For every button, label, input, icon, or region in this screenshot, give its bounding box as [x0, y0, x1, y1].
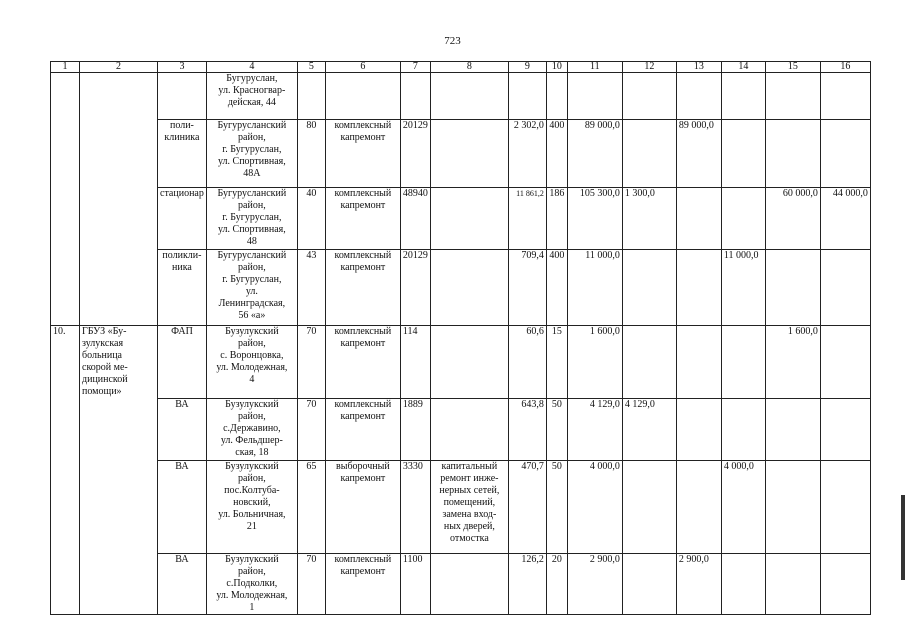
- table-cell-col-6: комплексный капремонт: [325, 326, 400, 399]
- column-number-cell: 13: [676, 62, 721, 73]
- table-cell-col-14: 4 000,0: [721, 460, 765, 553]
- table-cell-col-8: [430, 250, 508, 326]
- table-cell-col-12: [622, 460, 676, 553]
- table-cell-col-16: [820, 460, 870, 553]
- table-cell-col-14: [721, 326, 765, 399]
- table-cell-col-7: 114: [400, 326, 430, 399]
- column-number-cell: 15: [765, 62, 820, 73]
- table-cell-col-8: [430, 398, 508, 460]
- table-cell-col-13: [676, 73, 721, 120]
- table-cell-col-14: [721, 398, 765, 460]
- table-cell-col-4: Бузулукский район, пос.Колтуба- новский, ул. Больничная, 21: [206, 460, 297, 553]
- column-number-cell: 5: [297, 62, 325, 73]
- table-cell-col-3: ФАП: [158, 326, 207, 399]
- table-cell-col-2: [80, 188, 158, 250]
- table-cell-col-6: [325, 73, 400, 120]
- column-number-cell: 14: [721, 62, 765, 73]
- column-number-cell: 12: [622, 62, 676, 73]
- table-cell-col-9: 2 302,0: [508, 120, 546, 188]
- table-cell-col-3: поликли- ника: [158, 250, 207, 326]
- table-cell-col-3: ВА: [158, 553, 207, 614]
- column-number-cell: 16: [820, 62, 870, 73]
- table-cell-col-4: Бугуруслан, ул. Красногвар- дейская, 44: [206, 73, 297, 120]
- table-cell-col-16: [820, 326, 870, 399]
- table-cell-col-10: 50: [546, 460, 567, 553]
- table-cell-col-6: комплексный капремонт: [325, 188, 400, 250]
- table-cell-col-2: [80, 120, 158, 188]
- table-row: [51, 460, 871, 553]
- data-table: [50, 61, 871, 615]
- table-cell-col-7: 1889: [400, 398, 430, 460]
- table-row: [51, 326, 871, 399]
- table-cell-col-13: [676, 250, 721, 326]
- table-row: [51, 398, 871, 460]
- table-cell-col-6: комплексный капремонт: [325, 250, 400, 326]
- table-cell-col-1: [51, 250, 80, 326]
- table-cell-col-6: выборочный капремонт: [325, 460, 400, 553]
- table-cell-col-16: [820, 553, 870, 614]
- table-cell-col-16: [820, 398, 870, 460]
- table-cell-col-11: 4 000,0: [567, 460, 622, 553]
- table-cell-col-15: [765, 73, 820, 120]
- table-cell-col-4: Бузулукский район, с. Воронцовка, ул. Молодежная, 4: [206, 326, 297, 399]
- table-cell-col-14: [721, 188, 765, 250]
- table-cell-col-16: [820, 120, 870, 188]
- table-cell-col-12: [622, 250, 676, 326]
- table-cell-col-15: 1 600,0: [765, 326, 820, 399]
- table-cell-col-16: 44 000,0: [820, 188, 870, 250]
- column-number-cell: 8: [430, 62, 508, 73]
- table-cell-col-10: [546, 73, 567, 120]
- table-cell-col-1: [51, 188, 80, 250]
- table-cell-col-1: [51, 120, 80, 188]
- table-cell-col-7: 1100: [400, 553, 430, 614]
- table-cell-col-2: [80, 460, 158, 553]
- table-cell-col-2: [80, 553, 158, 614]
- column-number-cell: 4: [206, 62, 297, 73]
- table-cell-col-4: Бугурусланский район, г. Бугуруслан, ул. Спортивная, 48А: [206, 120, 297, 188]
- table-cell-col-2: ГБУЗ «Бу- зулукская больница скорой ме- дицинской помощи»: [80, 326, 158, 399]
- table-row: [51, 73, 871, 120]
- table-cell-col-6: комплексный капремонт: [325, 120, 400, 188]
- column-number-cell: 7: [400, 62, 430, 73]
- page-number: 723: [444, 35, 461, 47]
- table-cell-col-3: ВА: [158, 398, 207, 460]
- table-cell-col-8: [430, 326, 508, 399]
- table-cell-col-4: Бузулукский район, с.Державино, ул. Фельдшер- ская, 18: [206, 398, 297, 460]
- table-cell-col-11: [567, 73, 622, 120]
- column-number-cell: 1: [51, 62, 80, 73]
- table-cell-col-14: 11 000,0: [721, 250, 765, 326]
- table-cell-col-11: 105 300,0: [567, 188, 622, 250]
- table-cell-col-13: [676, 460, 721, 553]
- table-cell-col-11: 89 000,0: [567, 120, 622, 188]
- table-cell-col-13: 2 900,0: [676, 553, 721, 614]
- table-row: [51, 553, 871, 614]
- table-cell-col-14: [721, 73, 765, 120]
- table-cell-col-15: 60 000,0: [765, 188, 820, 250]
- table-cell-col-10: 186: [546, 188, 567, 250]
- table-cell-col-16: [820, 73, 870, 120]
- table-cell-col-14: [721, 120, 765, 188]
- table-row: [51, 250, 871, 326]
- table-cell-col-11: 11 000,0: [567, 250, 622, 326]
- table-cell-col-11: 4 129,0: [567, 398, 622, 460]
- column-number-cell: 3: [158, 62, 207, 73]
- scan-edge-mark: [901, 495, 905, 580]
- table-cell-col-7: 20129: [400, 250, 430, 326]
- table-cell-col-10: 400: [546, 250, 567, 326]
- table-cell-col-10: 20: [546, 553, 567, 614]
- table-cell-col-12: 4 129,0: [622, 398, 676, 460]
- table-cell-col-15: [765, 398, 820, 460]
- table-cell-col-1: [51, 398, 80, 460]
- table-cell-col-1: [51, 460, 80, 553]
- table-cell-col-11: 2 900,0: [567, 553, 622, 614]
- table-cell-col-9: 709,4: [508, 250, 546, 326]
- table-cell-col-9: 60,6: [508, 326, 546, 399]
- table-cell-col-4: Бузулукский район, с.Подколки, ул. Молодежная, 1: [206, 553, 297, 614]
- column-number-cell: 6: [325, 62, 400, 73]
- table-cell-col-5: 43: [297, 250, 325, 326]
- table-cell-col-7: 3330: [400, 460, 430, 553]
- table-cell-col-5: [297, 73, 325, 120]
- table-cell-col-1: [51, 73, 80, 120]
- table-cell-col-5: 70: [297, 326, 325, 399]
- table-cell-col-13: [676, 326, 721, 399]
- table-cell-col-1: 10.: [51, 326, 80, 399]
- table-cell-col-13: [676, 398, 721, 460]
- table-cell-col-8: [430, 120, 508, 188]
- table-cell-col-15: [765, 460, 820, 553]
- table-cell-col-10: 50: [546, 398, 567, 460]
- table-cell-col-8: [430, 553, 508, 614]
- table-cell-col-8: капитальный ремонт инже- нерных сетей, помещений, замена вход- ных дверей, отмостка: [430, 460, 508, 553]
- table-cell-col-5: 40: [297, 188, 325, 250]
- table-cell-col-12: [622, 120, 676, 188]
- table-row: [51, 120, 871, 188]
- column-number-cell: 9: [508, 62, 546, 73]
- table-cell-col-3: стационар: [158, 188, 207, 250]
- table-cell-col-2: [80, 398, 158, 460]
- table-cell-col-15: [765, 250, 820, 326]
- column-number-row: [51, 62, 871, 73]
- table-cell-col-6: комплексный капремонт: [325, 553, 400, 614]
- table-cell-col-8: [430, 73, 508, 120]
- table-cell-col-3: ВА: [158, 460, 207, 553]
- table-cell-col-10: 15: [546, 326, 567, 399]
- table-cell-col-8: [430, 188, 508, 250]
- table-cell-col-9: 643,8: [508, 398, 546, 460]
- column-number-cell: 11: [567, 62, 622, 73]
- table-cell-col-9: [508, 73, 546, 120]
- table-row: [51, 188, 871, 250]
- table-cell-col-12: [622, 73, 676, 120]
- table-cell-col-12: [622, 553, 676, 614]
- table-cell-col-4: Бугурусланский район, г. Бугуруслан, ул. Спортивная, 48: [206, 188, 297, 250]
- table-cell-col-7: [400, 73, 430, 120]
- table-cell-col-16: [820, 250, 870, 326]
- table-cell-col-9: 470,7: [508, 460, 546, 553]
- table-cell-col-12: 1 300,0: [622, 188, 676, 250]
- table-cell-col-5: 80: [297, 120, 325, 188]
- table-cell-col-13: [676, 188, 721, 250]
- table-cell-col-2: [80, 73, 158, 120]
- table-cell-col-2: [80, 250, 158, 326]
- table-cell-col-3: поли- клиника: [158, 120, 207, 188]
- table-cell-col-1: [51, 553, 80, 614]
- column-number-cell: 2: [80, 62, 158, 73]
- table-cell-col-11: 1 600,0: [567, 326, 622, 399]
- table-cell-col-5: 65: [297, 460, 325, 553]
- table-cell-col-10: 400: [546, 120, 567, 188]
- table-cell-col-5: 70: [297, 398, 325, 460]
- table-cell-col-14: [721, 553, 765, 614]
- table-cell-col-7: 48940: [400, 188, 430, 250]
- table-cell-col-15: [765, 120, 820, 188]
- table-cell-col-3: [158, 73, 207, 120]
- table-cell-col-6: комплексный капремонт: [325, 398, 400, 460]
- table-cell-col-5: 70: [297, 553, 325, 614]
- table-cell-col-9: 126,2: [508, 553, 546, 614]
- table-cell-col-15: [765, 553, 820, 614]
- table-cell-col-4: Бугурусланский район, г. Бугуруслан, ул. Ленинградская, 56 «а»: [206, 250, 297, 326]
- table-cell-col-7: 20129: [400, 120, 430, 188]
- table-cell-col-12: [622, 326, 676, 399]
- column-number-cell: 10: [546, 62, 567, 73]
- table-cell-col-9: 11 861,2: [508, 188, 546, 250]
- table-cell-col-13: 89 000,0: [676, 120, 721, 188]
